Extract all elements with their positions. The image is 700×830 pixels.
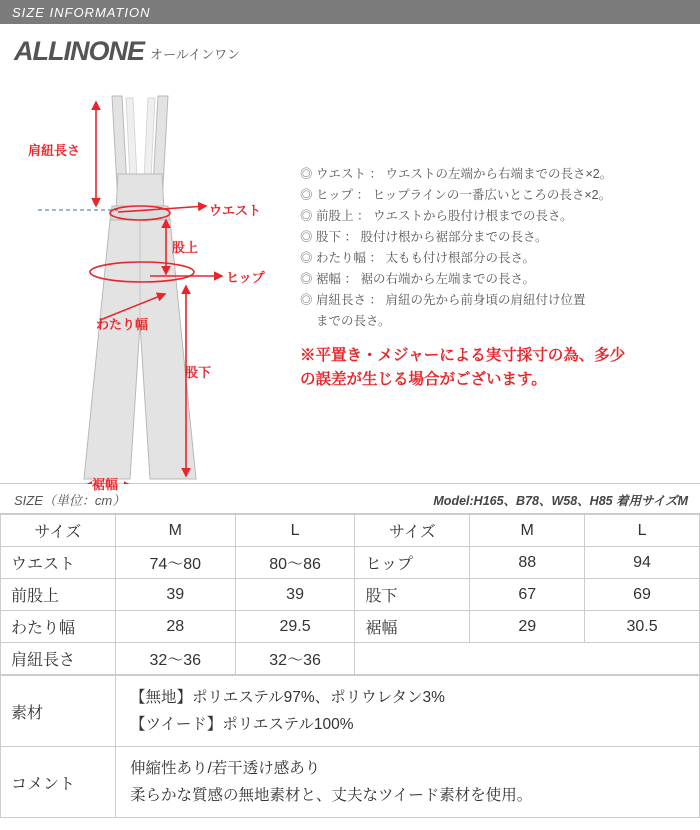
row-value: 28 xyxy=(115,611,235,643)
page-header xyxy=(0,0,700,24)
label-hip: ヒップ xyxy=(226,270,265,285)
brand-logo: ALLINONE xyxy=(14,36,144,66)
desc-text: 肩紐長さ ： 肩紐の先から前身頃の肩紐付け位置 xyxy=(316,293,586,307)
desc-text: わたり幅 ： 太もも付け根部分の長さ。 xyxy=(316,251,535,265)
row-value: 80〜86 xyxy=(235,547,355,579)
row-value: 39 xyxy=(235,579,355,611)
desc-mark: ◎ xyxy=(300,272,313,286)
material-body xyxy=(116,676,700,747)
header-cell: L xyxy=(585,515,700,547)
row-label: 裾幅 xyxy=(355,611,470,643)
row-value: 32〜36 xyxy=(235,643,355,675)
header-cell: M xyxy=(115,515,235,547)
row-value: 94 xyxy=(585,547,700,579)
row-label: 股下 xyxy=(355,579,470,611)
desc-text: 裾幅 ： 裾の右端から左端までの長さ。 xyxy=(316,272,535,286)
desc-mark: ◎ xyxy=(300,251,313,265)
desc-line xyxy=(300,185,690,206)
info-table xyxy=(0,675,700,818)
label-shoulder-strap: 肩紐長さ xyxy=(28,143,81,158)
row-value: 29.5 xyxy=(235,611,355,643)
label-inseam: 股下 xyxy=(185,365,212,380)
illustration-section xyxy=(0,24,700,492)
row-value: 88 xyxy=(470,547,585,579)
table-row xyxy=(1,611,700,643)
empty-cell xyxy=(355,643,700,675)
page-title: SIZE INFORMATION xyxy=(12,4,151,20)
header-cell: L xyxy=(235,515,355,547)
desc-line xyxy=(300,269,690,290)
row-label: 肩紐長さ xyxy=(1,643,116,675)
measurement-notice xyxy=(300,344,690,392)
desc-text: 前股上 ： ウエストから股付け根までの長さ。 xyxy=(316,209,573,223)
table-row xyxy=(1,579,700,611)
measurement-descriptions xyxy=(300,164,690,392)
row-value: 74〜80 xyxy=(115,547,235,579)
row-label: ヒップ xyxy=(355,547,470,579)
material-label: 素材 xyxy=(1,676,116,747)
garment-diagram xyxy=(0,24,300,484)
table-row xyxy=(1,643,700,675)
desc-line xyxy=(300,248,690,269)
comment-line-1: 伸縮性あり/若干透け感あり xyxy=(130,760,321,777)
row-value: 29 xyxy=(470,611,585,643)
label-rise: 股上 xyxy=(172,240,199,255)
header-cell: M xyxy=(470,515,585,547)
desc-line xyxy=(300,164,690,185)
brand-logo-jp: オールインワン xyxy=(150,47,241,62)
comment-body xyxy=(116,747,700,818)
table-row xyxy=(1,547,700,579)
material-line-1: 【無地】ポリエステル97%、ポリウレタン3% xyxy=(130,689,445,706)
row-value: 39 xyxy=(115,579,235,611)
row-label: 前股上 xyxy=(1,579,116,611)
row-value: 32〜36 xyxy=(115,643,235,675)
material-row xyxy=(1,676,700,747)
label-thigh-width: わたり幅 xyxy=(96,317,149,332)
row-label: わたり幅 xyxy=(1,611,116,643)
label-waist: ウエスト xyxy=(209,203,262,218)
size-section-title: SIZE（単位：cm） xyxy=(14,493,126,508)
desc-line xyxy=(300,311,690,332)
desc-text: 股下 ： 股付け根から裾部分までの長さ。 xyxy=(316,230,548,244)
comment-label: コメント xyxy=(1,747,116,818)
desc-mark: ◎ xyxy=(300,209,313,223)
desc-line xyxy=(300,206,690,227)
desc-line xyxy=(300,290,690,311)
row-value: 30.5 xyxy=(585,611,700,643)
comment-row xyxy=(1,747,700,818)
header-cell: サイズ xyxy=(1,515,116,547)
model-info: Model:H165、B78、W58、H85 着用サイズM xyxy=(433,493,688,508)
desc-text: までの長さ。 xyxy=(316,314,391,328)
notice-line-2: の誤差が生じる場合がございます。 xyxy=(300,371,547,388)
desc-text: ヒップ ： ヒップラインの一番広いところの長さ×2。 xyxy=(316,188,612,202)
desc-mark: ◎ xyxy=(300,167,313,181)
row-value: 67 xyxy=(470,579,585,611)
desc-mark: ◎ xyxy=(300,230,313,244)
desc-mark: ◎ xyxy=(300,188,313,202)
desc-mark: ◎ xyxy=(300,293,313,307)
header-cell: サイズ xyxy=(355,515,470,547)
desc-line xyxy=(300,227,690,248)
material-line-2: 【ツイード】ポリエステル100% xyxy=(130,716,354,733)
label-hem-width: 裾幅 xyxy=(92,477,119,492)
comment-line-2: 柔らかな質感の無地素材と、丈夫なツイード素材を使用。 xyxy=(130,787,533,804)
notice-line-1: ※平置き・メジャーによる実寸採寸の為、多少 xyxy=(300,347,626,364)
size-table xyxy=(0,514,700,675)
desc-text: ウエスト ： ウエストの左端から右端までの長さ×2。 xyxy=(316,167,613,181)
row-label: ウエスト xyxy=(1,547,116,579)
table-header-row xyxy=(1,515,700,547)
row-value: 69 xyxy=(585,579,700,611)
